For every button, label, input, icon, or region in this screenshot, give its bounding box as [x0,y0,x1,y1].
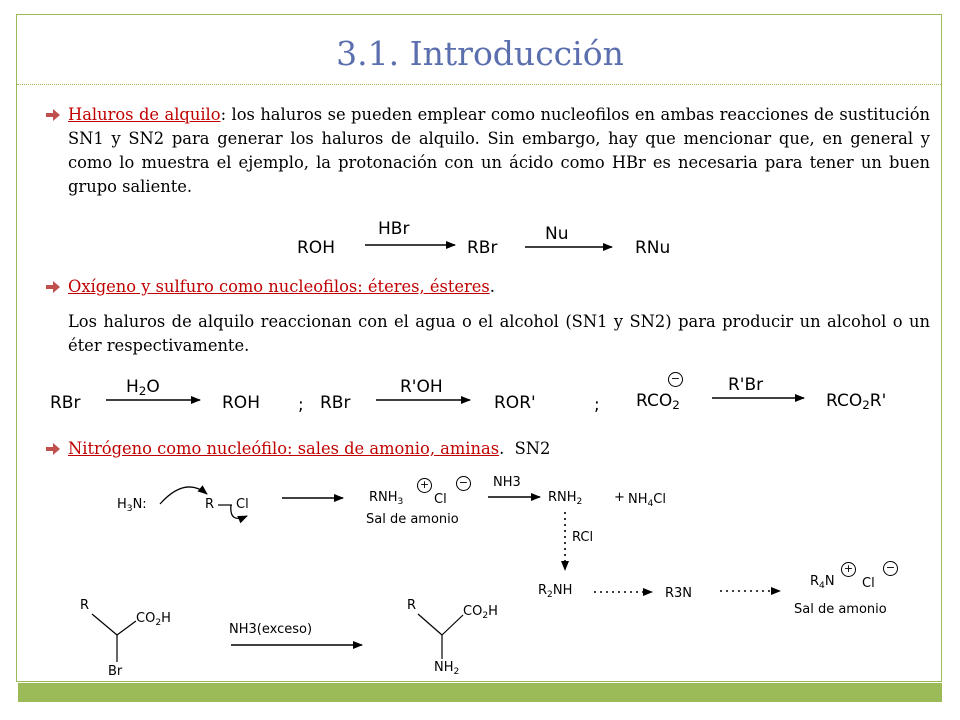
reagent-nh3: NH3 [493,475,521,490]
section-oxigeno-body: Los haluros de alquilo reaccionan con el agua o el alcohol (SN1 y SN2) para producir un alcohol o un éter respectivamente. [68,312,930,355]
reagent-nh3-excess: NH3(exceso) [229,622,313,637]
quat-chloride: Cl [862,576,875,591]
product-ester: $RCO_2R'$ [826,391,887,412]
bond [418,614,442,635]
ammonium-chloride: $NH_4Cl$ [628,492,666,509]
intermediate-rbr: RBr [467,238,498,258]
product-ror-prime: ROR' [494,393,536,413]
ammonium-salt: $RNH_3$ [369,490,404,507]
reactant-roh: ROH [297,238,335,258]
reagent-h2o: $H_2O$ [126,377,160,398]
plus-charge-icon: + [841,562,856,577]
tertiary-amine: R3N [665,586,693,601]
chloride: Cl [434,492,447,507]
section-text: . [489,277,495,296]
curved-arrow [160,487,207,504]
minus-charge-icon: − [456,476,471,491]
slide-title: 3.1. Introducción [336,34,624,73]
ammonia: $H_3N$: [117,497,147,514]
bromoacid-co2h: $CO_2H$ [136,611,171,628]
aminoacid-r: R [407,598,417,613]
bromoacid-r: R [80,598,90,613]
section-suffix: SN2 [514,439,551,458]
curved-arrow [231,505,247,518]
section-text: . [499,439,505,458]
salt-label: Sal de amonio [366,512,459,527]
bond [442,615,463,635]
alkyl-cl: Cl [236,497,249,512]
reactant-rbr-a: RBr [50,393,81,413]
reactant-carboxylate: $RCO_2$ [636,391,680,412]
product-rnu: RNu [635,238,671,258]
plus-sign: + [614,490,625,505]
section-heading: Nitrógeno como nucleófilo: sales de amonio, aminas [68,439,500,458]
primary-amine: $RNH_2$ [548,490,583,507]
footer-bar [18,683,942,702]
section-heading: Oxígeno y sulfuro como nucleofilos: éteres, ésteres [68,277,490,296]
separator: ; [298,395,304,415]
aminoacid-nh2: $NH_2$ [434,660,460,677]
bond [92,614,117,635]
bond [117,621,136,635]
alkyl-r: R [205,497,215,512]
minus-charge-icon: − [883,561,898,576]
reagent-roh-prime: R'OH [400,377,443,397]
plus-charge-icon: + [417,478,432,493]
quaternary-ammonium: $R_4N$ [810,574,835,591]
section-text: : los haluros se pueden emplear como nucleofilos en ambas reacciones de sustitución SN1 y SN2 para generar los haluros de alquilo. Sin embargo, hay que mencionar que, en general y como lo muestra el ejemplo, la protonación con un ácido como HBr es necesaria para tener un buen grupo saliente. [68,105,930,196]
reagent-hbr: HBr [378,219,410,239]
reactant-rbr-b: RBr [320,393,351,413]
product-roh: ROH [222,393,260,413]
reagent-rbr-prime: R'Br [728,375,764,395]
section-heading: Haluros de alquilo [68,105,221,124]
secondary-amine: $R_2NH$ [538,583,573,600]
minus-charge-icon: − [668,372,683,387]
bromoacid-br: Br [108,664,123,679]
reagent-nu: Nu [545,224,569,244]
separator: ; [594,395,600,415]
aminoacid-co2h: $CO_2H$ [463,604,498,621]
reagent-rcl: RCl [572,530,594,545]
quat-salt-label: Sal de amonio [794,602,887,617]
